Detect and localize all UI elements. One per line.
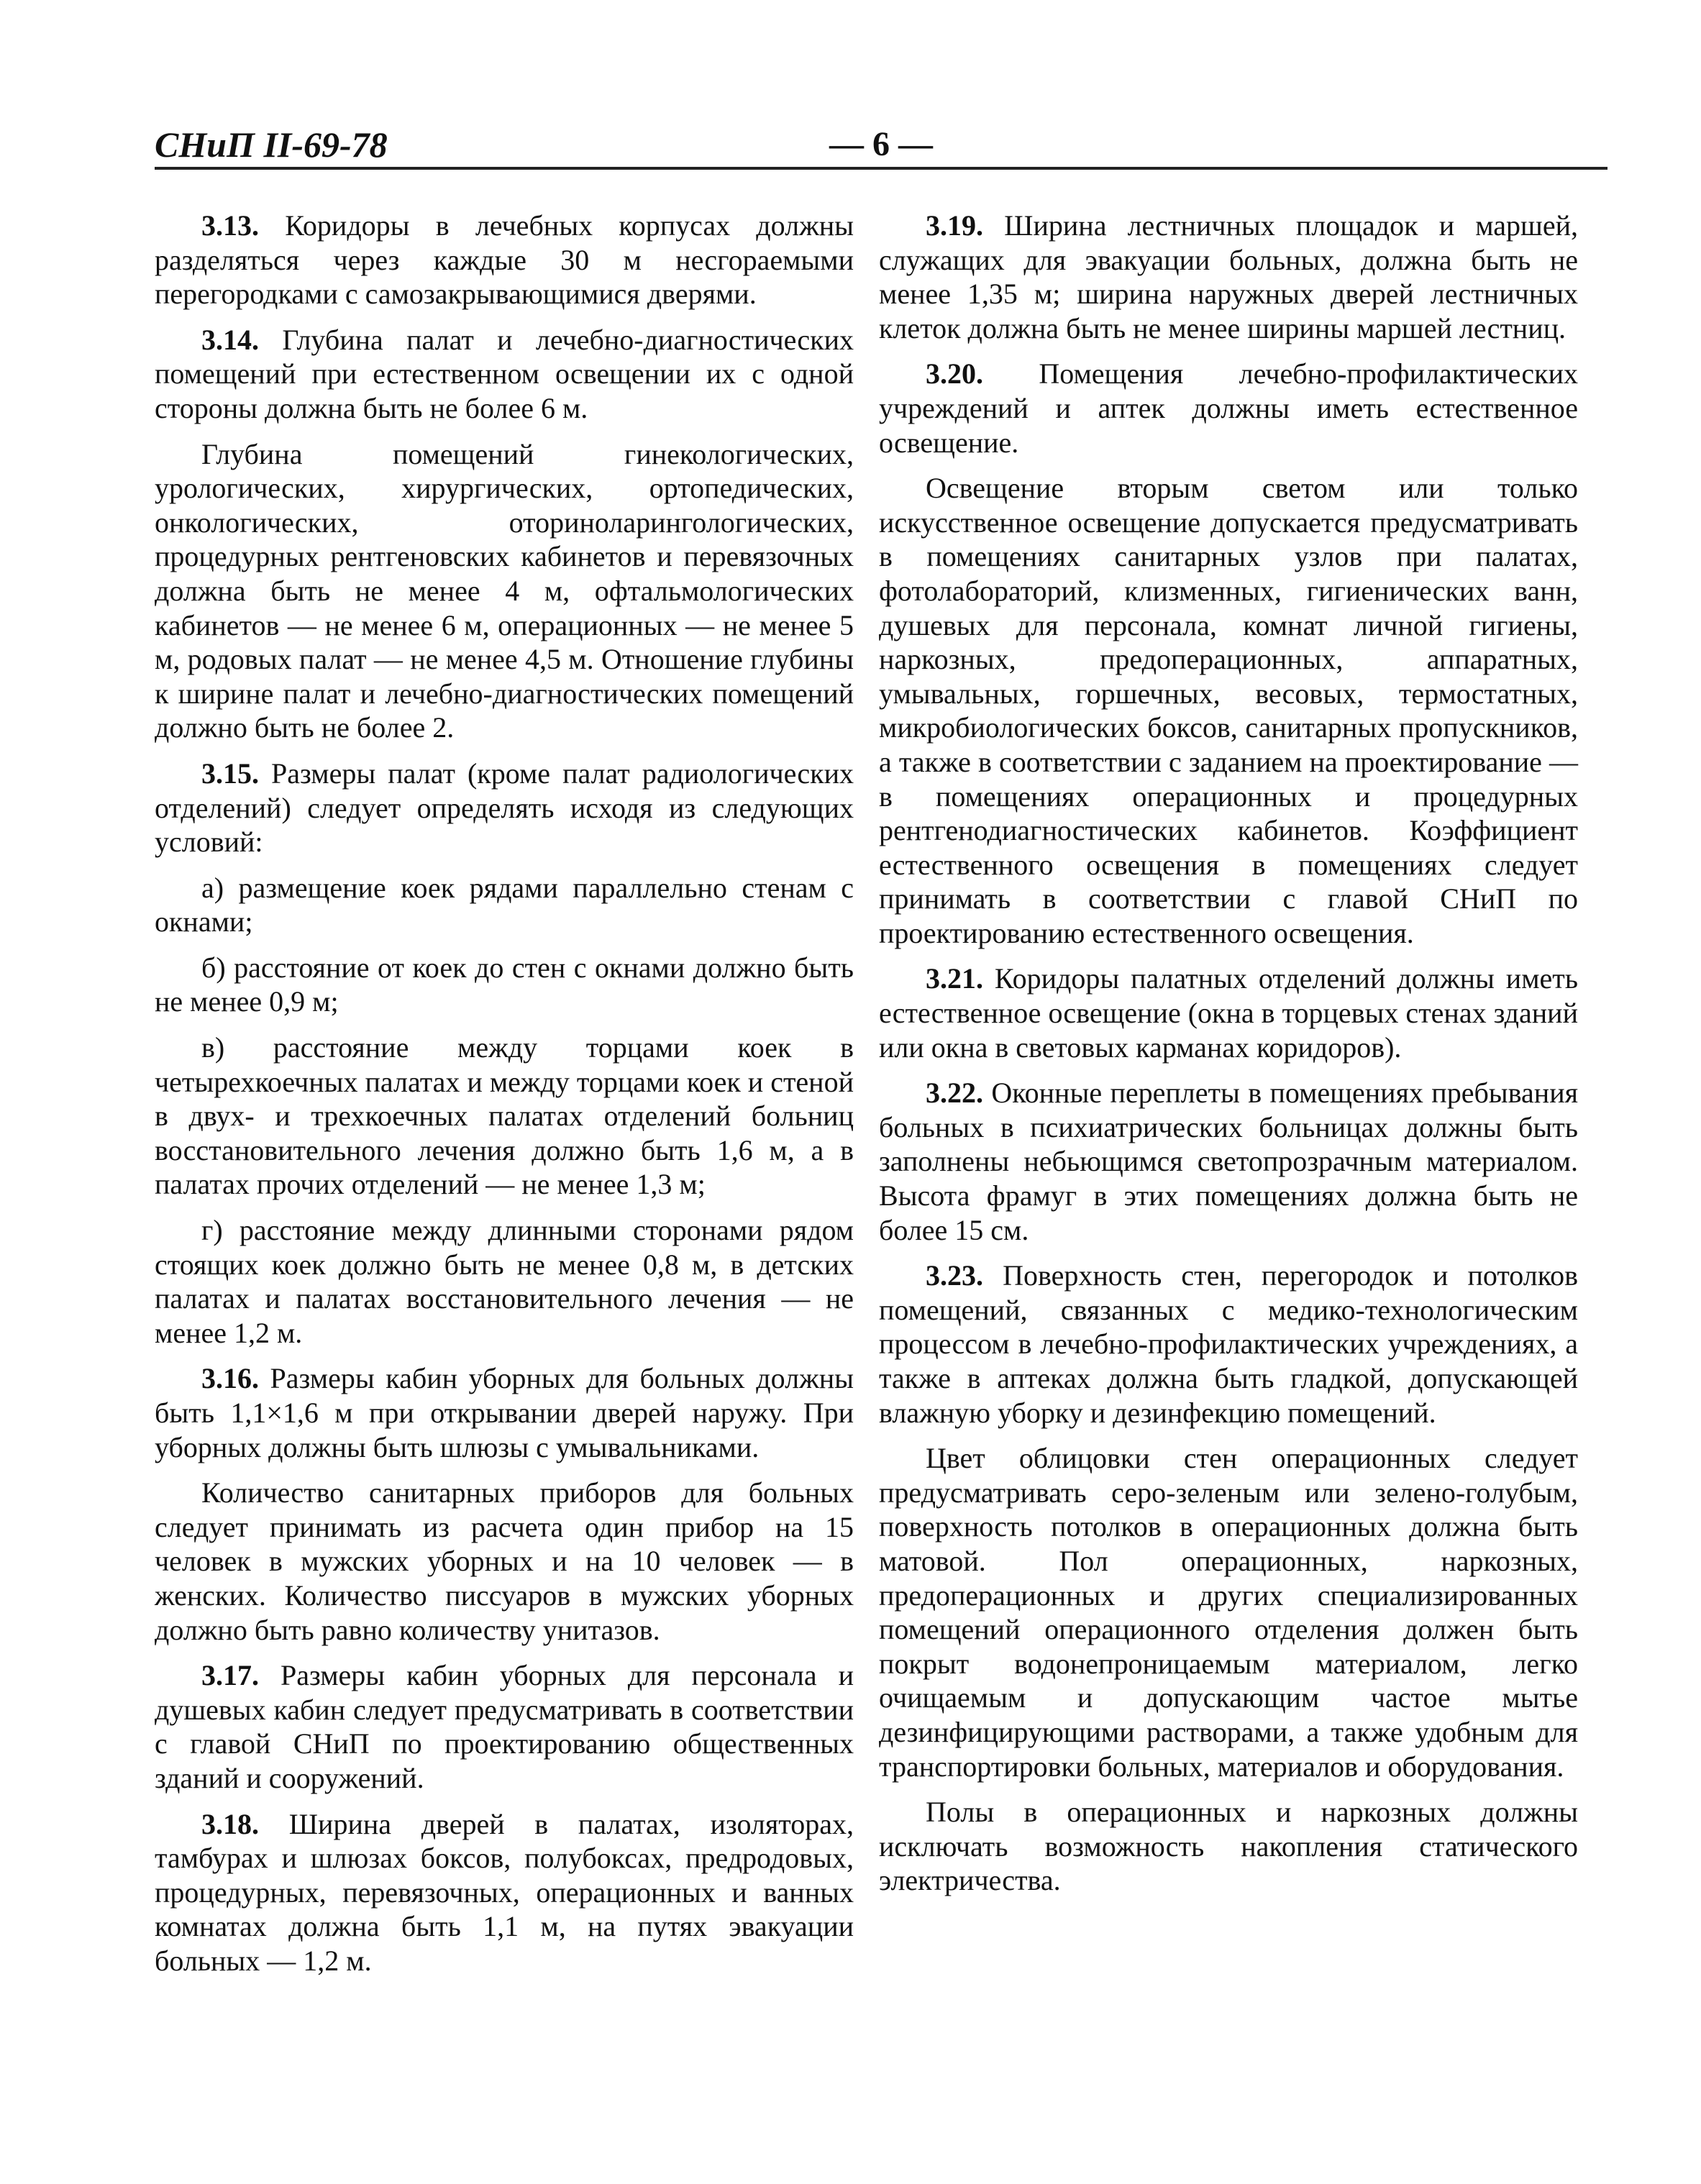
clause-number: 3.15. xyxy=(201,757,259,790)
paragraph xyxy=(155,1031,854,1202)
paragraph-text: Коридоры в лечебных корпусах должны разделяться через каждые 30 м несгораемыми перегородками с самозакрывающимися дверями. xyxy=(155,209,854,311)
paragraph-text: Ширина дверей в палатах, изоляторах, тамбурах и шлюзах боксов, полубоксах, предродовых, процедурных, перевязочных, операционных и ванных комнатах должна быть 1,1 м, на путях эвакуации больных — 1,2 м. xyxy=(155,1807,854,1977)
left-column xyxy=(155,209,854,1990)
paragraph xyxy=(155,1658,854,1795)
paragraph-text: Размеры кабин уборных для персонала и душевых кабин следует предусматривать в соответствии с главой СНиП по проектированию общественных зданий и сооружений. xyxy=(155,1659,854,1794)
right-column xyxy=(879,209,1578,1909)
clause-number: 3.21. xyxy=(926,962,983,995)
paragraph-text: Освещение вторым светом или только искусственное освещение допускается предусматривать в помещениях санитарных узлов при палатах, фотолабораторий, клизменных, гигиенических ванн, душевых для персонала, комнат личной гигиены, наркозных, предоперационных, аппаратных, умывальных, горшечных, весовых, термостатных, микробиологических боксов, санитарных пропускников, а также в соответствии с заданием на проектирование — в помещениях операционных и процедурных рентгенодиагностических кабинетов. Коэффициент естественного освещения в помещениях следует принимать в соответствии с главой СНиП по проектированию естественного освещения. xyxy=(879,472,1578,949)
paragraph-text: Глубина помещений гинекологических, урологических, хирургических, ортопедических, онкологических, оториноларингологических, процедурных рентгеновских кабинетов и перевязочных должна быть не менее 4 м, офтальмологических кабинетов — не менее 6 м, операционных — не менее 5 м, родовых палат — не менее 4,5 м. Отношение глубины к ширине палат и лечебно-диагностических помещений должно быть не более 2. xyxy=(155,437,854,744)
paragraph-text: в) расстояние между торцами коек в четырехкоечных палатах и между торцами коек и стеной в двух- и трехкоечных палатах отделений больниц восстановительного лечения должно быть 1,6 м, а в палатах прочих отделений — не менее 1,3 м; xyxy=(155,1031,854,1201)
paragraph-text: Глубина палат и лечебно-диагностических помещений при естественном освещении их с одной стороны должна быть не более 6 м. xyxy=(155,323,854,424)
paragraph xyxy=(155,1807,854,1978)
paragraph xyxy=(879,1441,1578,1783)
header-rule xyxy=(155,167,1607,170)
paragraph xyxy=(155,209,854,311)
paragraph xyxy=(879,1076,1578,1247)
paragraph xyxy=(155,1361,854,1464)
paragraph-text: Количество санитарных приборов для больных следует принимать из расчета один прибор на 15 человек в мужских уборных и на 10 человек — в женских. Количество писсуаров в мужских уборных должно быть равно количеству унитазов. xyxy=(155,1476,854,1646)
clause-number: 3.23. xyxy=(926,1259,983,1292)
paragraph-text: Цвет облицовки стен операционных следует предусматривать серо-зеленым или зелено-голубым, поверхность потолков в операционных должна быть матовой. Пол операционных, наркозных, предоперационных и других специализированных помещений операционного отделения должен быть покрыт водонепроницаемым материалом, легко очищаемым и допускающим частое мытье дезинфицирующими растворами, а также удобным для транспортировки больных, материалов и оборудования. xyxy=(879,1442,1578,1783)
paragraph-text: Размеры кабин уборных для больных должны быть 1,1×1,6 м при открывании дверей наружу. При уборных должны быть шлюзы с умывальниками. xyxy=(155,1362,854,1463)
paragraph-text: Полы в операционных и наркозных должны исключать возможность накопления статического электричества. xyxy=(879,1796,1578,1897)
page-number: — 6 — xyxy=(829,125,933,163)
paragraph-text: Оконные переплеты в помещениях пребывания больных в психиатрических больницах должны быть заполнены небьющимся светопрозрачным материалом. Высота фрамуг в этих помещениях должна быть не более 15 см. xyxy=(879,1077,1578,1246)
paragraph-text: Коридоры палатных отделений должны иметь естественное освещение (окна в торцевых стенах зданий или окна в световых карманах коридоров). xyxy=(879,962,1578,1064)
page-header xyxy=(155,124,1607,174)
paragraph xyxy=(879,1795,1578,1898)
paragraph xyxy=(879,1258,1578,1430)
paragraph-text: Помещения лечебно-профилактических учреждений и аптек должны иметь естественное освещение. xyxy=(879,357,1579,459)
paragraph xyxy=(879,471,1578,950)
paragraph xyxy=(155,1213,854,1350)
clause-number: 3.22. xyxy=(926,1077,983,1110)
paragraph xyxy=(879,209,1578,345)
clause-number: 3.13. xyxy=(201,209,259,242)
clause-number: 3.16. xyxy=(201,1362,259,1395)
clause-number: 3.17. xyxy=(201,1659,259,1692)
paragraph xyxy=(155,757,854,859)
paragraph-text: б) расстояние от коек до стен с окнами должно быть не менее 0,9 м; xyxy=(155,951,854,1018)
paragraph-text: Размеры палат (кроме палат радиологических отделений) следует определять исходя из следующих условий: xyxy=(155,757,854,859)
paragraph xyxy=(155,323,854,426)
paragraph-text: а) размещение коек рядами параллельно стенам с окнами; xyxy=(155,871,854,938)
paragraph xyxy=(879,357,1578,460)
clause-number: 3.14. xyxy=(201,323,259,356)
clause-number: 3.20. xyxy=(926,357,983,390)
clause-number: 3.18. xyxy=(201,1807,259,1840)
paragraph xyxy=(155,437,854,745)
paragraph-text: Ширина лестничных площадок и маршей, служащих для эвакуации больных, должна быть не менее 1,35 м; ширина наружных дверей лестничных клеток должна быть не менее ширины маршей лестниц. xyxy=(879,209,1579,344)
paragraph-text: г) расстояние между длинными сторонами рядом стоящих коек должно быть не менее 0,8 м, в детских палатах и палатах восстановительного лечения — не менее 1,2 м. xyxy=(155,1214,854,1349)
paragraph xyxy=(879,961,1578,1064)
paragraph-text: Поверхность стен, перегородок и потолков помещений, связанных с медико-технологическим процессом в лечебно-профилактических учреждениях, а также в аптеках должна быть гладкой, допускающей влажную уборку и дезинфекцию помещений. xyxy=(879,1259,1579,1429)
clause-number: 3.19. xyxy=(926,209,983,242)
document-code: СНиП II-69-78 xyxy=(155,124,388,165)
paragraph xyxy=(155,951,854,1019)
paragraph xyxy=(155,1476,854,1647)
paragraph xyxy=(155,871,854,939)
